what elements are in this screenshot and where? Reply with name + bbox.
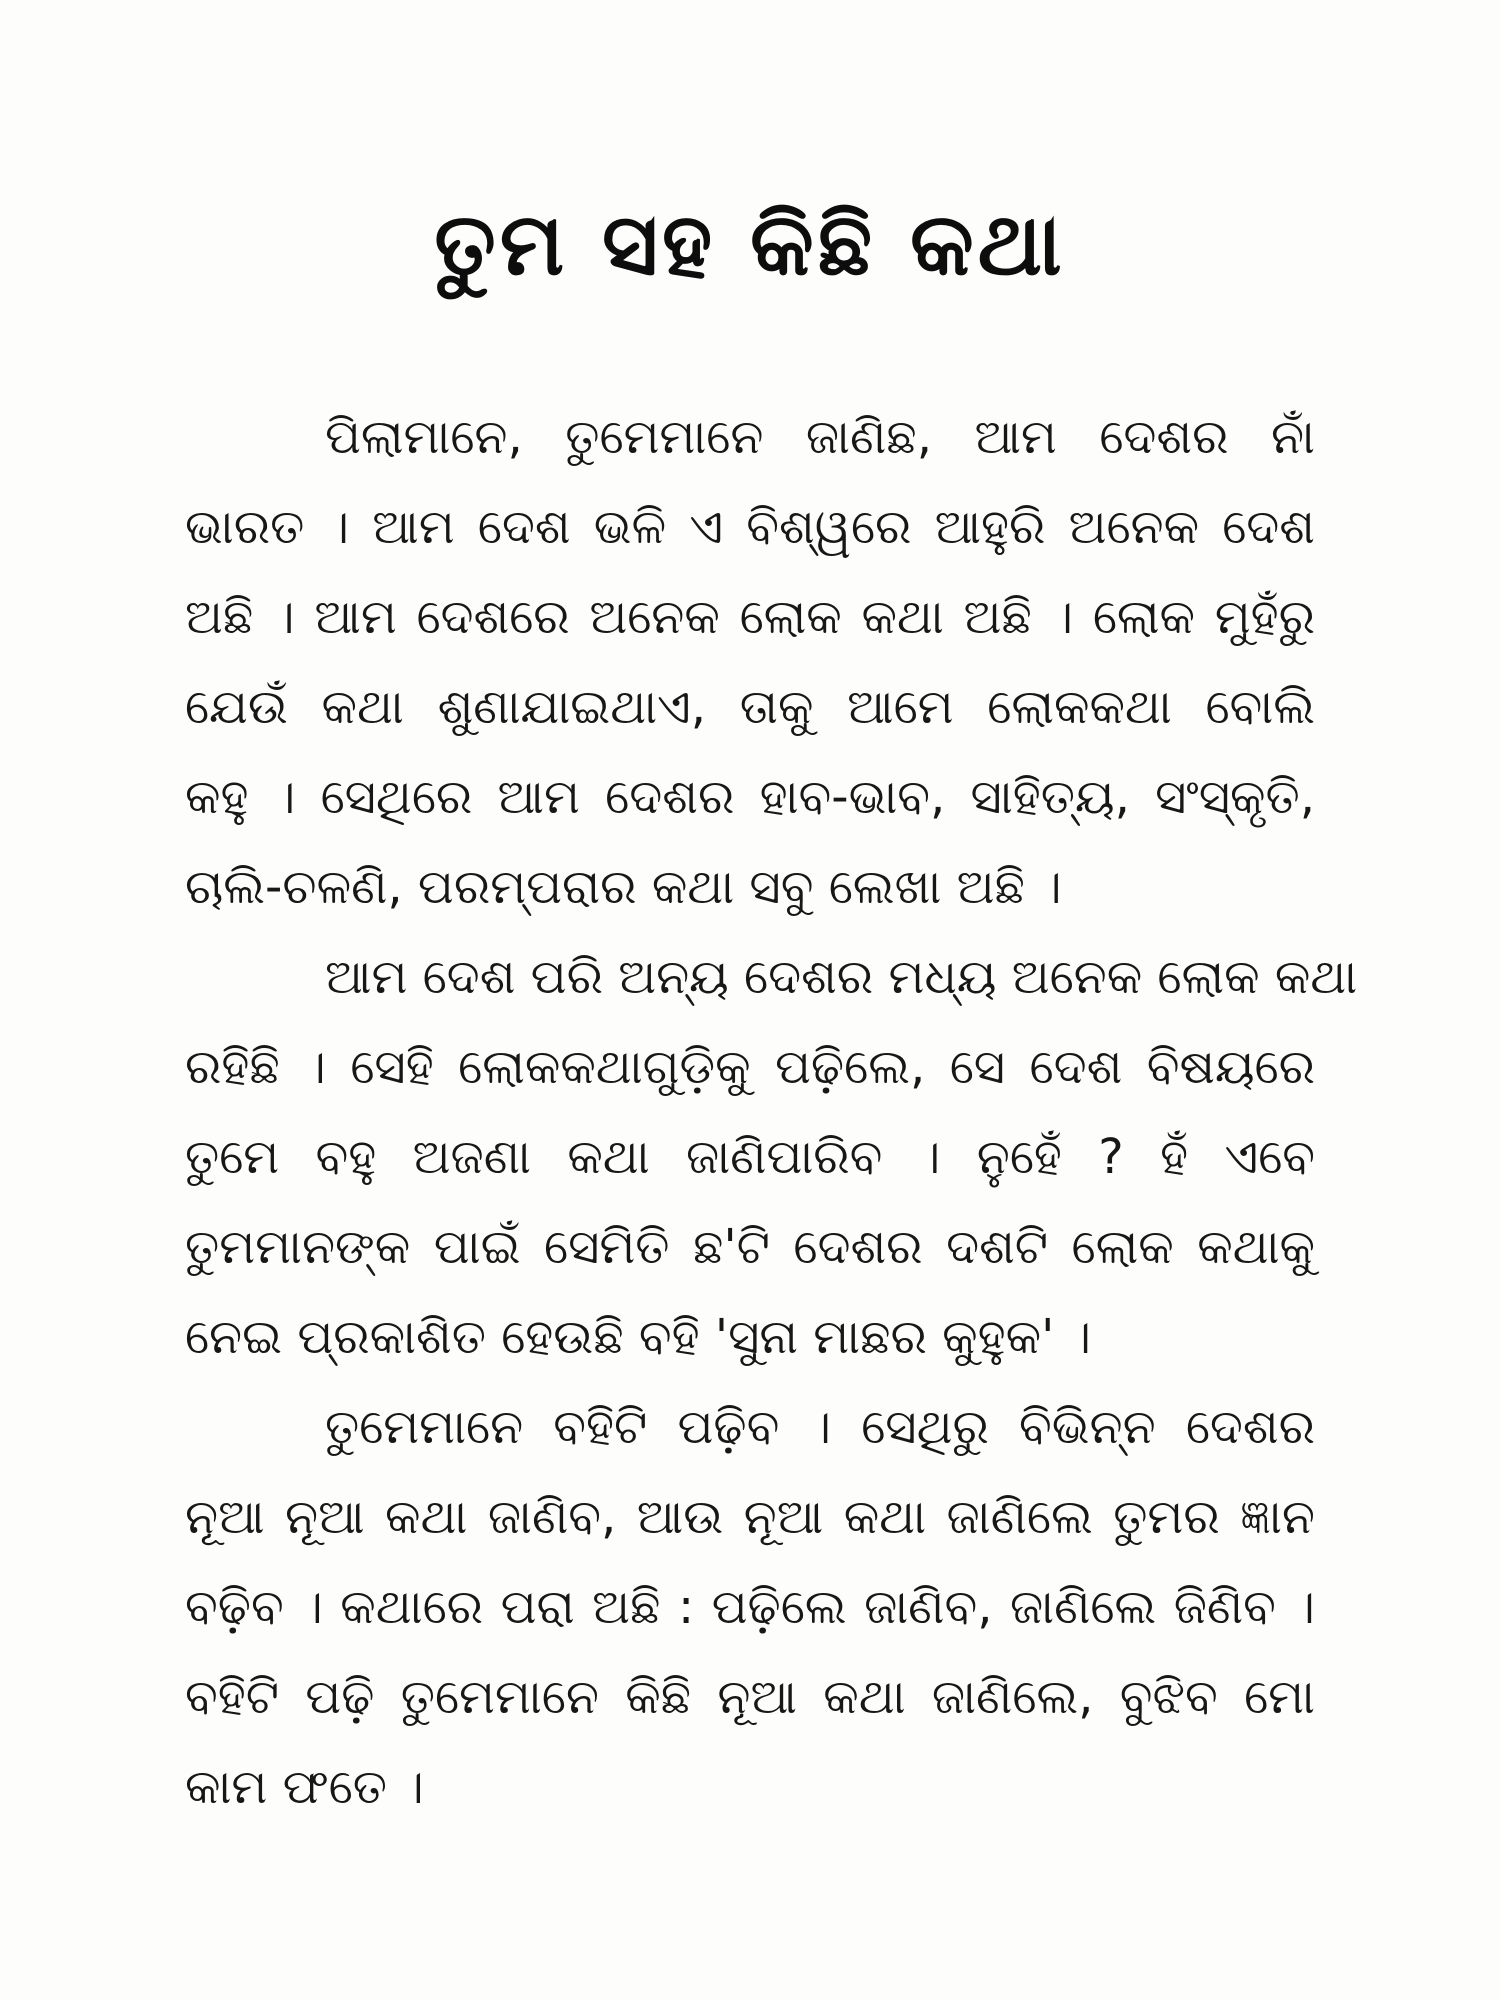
paragraph-3-line-1: ତୁମେମାନେ ବହିଟି ପଢ଼ିବ । ସେଥିରୁ ବିଭିନ୍ନ ଦେଶର <box>325 1399 1315 1455</box>
paragraph-3-line-5: କାମ ଫତେ । <box>185 1759 424 1815</box>
paragraph-1-line-1: ପିଲାମାନେ, ତୁମେମାନେ ଜାଣିଛ, ଆମ ଦେଶର ନାଁ <box>325 409 1315 465</box>
paragraph-1-line-5: କହୁ । ସେଥିରେ ଆମ ଦେଶର ହାବ-ଭାବ, ସାହିତ୍ୟ, ସଂସ୍କୃତି, <box>185 769 1315 825</box>
paragraph-1-line-4: ଯେଉଁ କଥା ଶୁଣାଯାଇଥାଏ, ତାକୁ ଆମେ ଲୋକକଥା ବୋଲି <box>185 679 1315 735</box>
paragraph-2-line-5: ନେଇ ପ୍ରକାଶିତ ହେଉଛି ବହି 'ସୁନା ମାଛର କୁହୁକ' । <box>185 1309 1092 1365</box>
paragraph-2-line-2: ରହିଛି । ସେହି ଲୋକକଥାଗୁଡ଼ିକୁ ପଢ଼ିଲେ, ସେ ଦେଶ ବିଷୟରେ <box>185 1039 1315 1095</box>
paragraph-1-line-6: ଚାଲି-ଚଳଣି, ପରମ୍ପରାର କଥା ସବୁ ଲେଖା ଅଛି । <box>185 859 1062 915</box>
paragraph-2-line-3: ତୁମେ ବହୁ ଅଜଣା କଥା ଜାଣିପାରିବ । ନୁହେଁ ? ହଁ ଏବେ <box>185 1129 1315 1185</box>
paragraph-3-line-2: ନୂଆ ନୂଆ କଥା ଜାଣିବ, ଆଉ ନୂଆ କଥା ଜାଣିଲେ ତୁମର ଜ୍ଞାନ <box>185 1489 1315 1545</box>
paragraph-2-line-4: ତୁମମାନଙ୍କ ପାଇଁ ସେମିତି ଛ'ଟି ଦେଶର ଦଶଟି ଲୋକ କଥାକୁ <box>185 1219 1315 1275</box>
paragraph-1-line-3: ଅଛି । ଆମ ଦେଶରେ ଅନେକ ଲୋକ କଥା ଅଛି । ଲୋକ ମୁହଁରୁ <box>185 589 1315 645</box>
page-title: ତୁମ ସହ କିଛି କଥା <box>434 195 1066 295</box>
paragraph-3-line-4: ବହିଟି ପଢ଼ି ତୁମେମାନେ କିଛି ନୂଆ କଥା ଜାଣିଲେ, ବୁଝିବ ମୋ <box>185 1669 1315 1725</box>
paragraph-2-line-1: ଆମ ଦେଶ ପରି ଅନ୍ୟ ଦେଶର ମଧ୍ୟ ଅନେକ ଲୋକ କଥା <box>325 949 1358 1005</box>
paragraph-1-line-2: ଭାରତ । ଆମ ଦେଶ ଭଳି ଏ ବିଶ୍ୱରେ ଆହୁରି ଅନେକ ଦେଶ <box>185 499 1315 555</box>
paragraph-3-line-3: ବଢ଼ିବ । କଥାରେ ପରା ଅଛି : ପଢ଼ିଲେ ଜାଣିବ, ଜାଣିଲେ ଜିଣିବ । <box>185 1579 1315 1635</box>
